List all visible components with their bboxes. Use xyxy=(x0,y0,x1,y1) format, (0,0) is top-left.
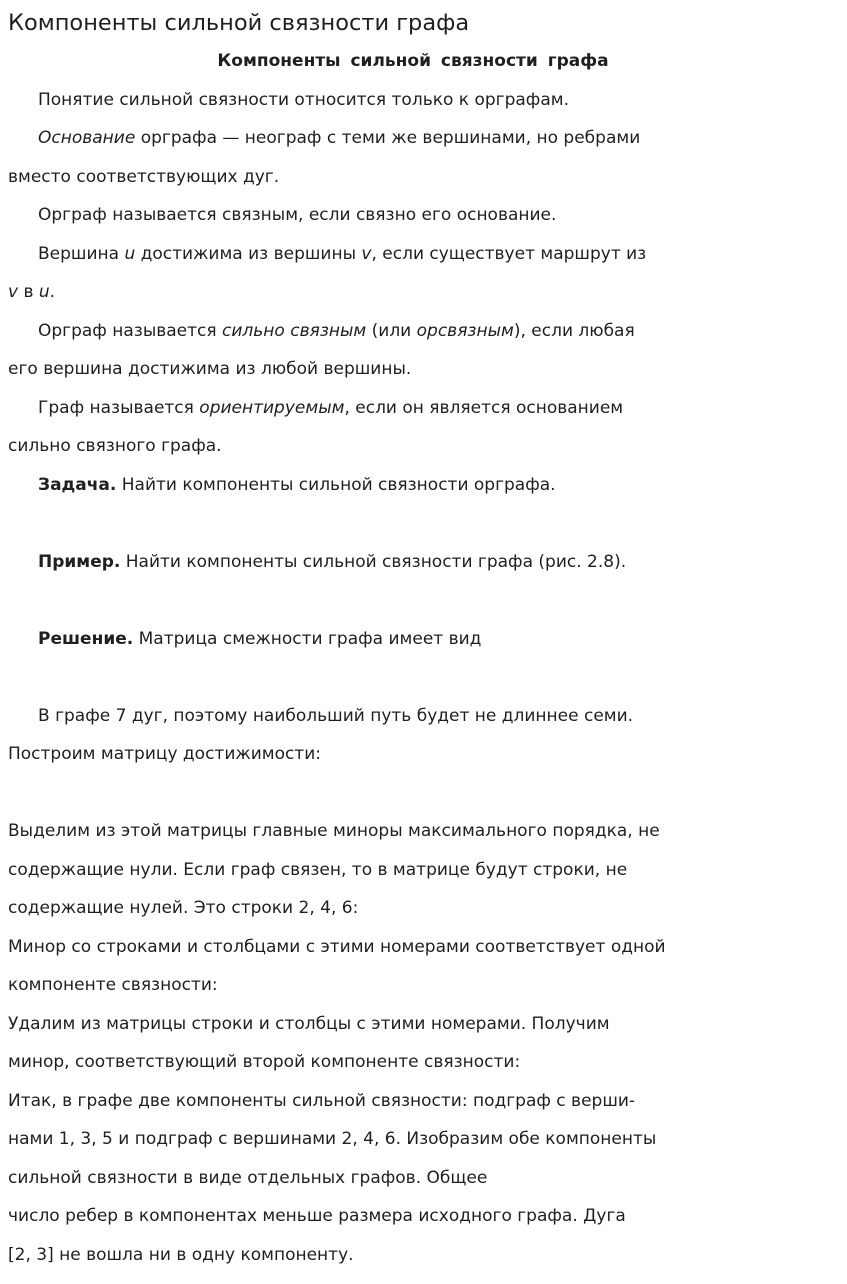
solution-paragraph xyxy=(8,620,838,659)
text-line: содержащие нулей. Это строки 2, 4, 6: xyxy=(8,898,359,918)
text: , если существует маршрут из xyxy=(371,243,647,264)
paragraph-arcs: В графе 7 дуг, поэтому наибольший путь будет не длиннее семи. xyxy=(38,705,634,726)
text: Матрица смежности графа имеет вид xyxy=(133,628,482,649)
task-paragraph xyxy=(8,466,838,505)
text-line: Удалим из матрицы строки и столбцы с этими номерами. Получим xyxy=(8,1013,610,1034)
var-v: v xyxy=(8,282,19,302)
solution-label: Решение. xyxy=(38,628,134,649)
text-line: число ребер в компонентах меньше размера исходного графа. Дуга xyxy=(8,1206,626,1226)
text-line: компоненте связности: xyxy=(8,975,218,995)
paragraph-line xyxy=(8,273,838,312)
text-line: нами 1, 3, 5 и подграф с вершинами 2, 4, 6. Изобразим обе компоненты xyxy=(8,1129,657,1149)
text: (или xyxy=(366,320,417,341)
text: Граф называется xyxy=(38,397,200,418)
text-line: Минор со строками и столбцами с этими номерами соответствует одной xyxy=(8,936,666,957)
text: Вершина xyxy=(38,243,125,264)
paragraph-definition-strong-connectivity: Понятие сильной связности относится только к орграфам. xyxy=(38,89,569,110)
example-label: Пример. xyxy=(38,551,121,572)
text-line: Итак, в графе две компоненты сильной связности: подграф с верши- xyxy=(8,1090,636,1111)
spacer xyxy=(8,504,838,543)
var-v: v xyxy=(361,243,372,264)
spacer xyxy=(8,658,838,697)
example-paragraph xyxy=(8,543,838,582)
text-line: сильной связности в виде отдельных графов. Общее xyxy=(8,1167,488,1188)
paragraph-line: его вершина достижима из любой вершины. xyxy=(8,359,412,379)
text-line: содержащие нули. Если граф связен, то в матрице будут строки, не xyxy=(8,859,628,880)
paragraph-connected-digraph: Орграф называется связным, если связно его основание. xyxy=(38,205,557,225)
term-base: Основание xyxy=(38,128,136,148)
section-heading: Компоненты сильной связности графа xyxy=(217,51,609,71)
spacer xyxy=(8,774,838,813)
text: Найти компоненты сильной связности орграфа. xyxy=(116,474,556,495)
var-u: u xyxy=(124,243,136,264)
document-body xyxy=(8,42,838,1274)
spacer xyxy=(8,581,838,620)
var-u: u xyxy=(38,282,50,302)
task-label: Задача. xyxy=(38,474,117,495)
paragraph-line: сильно связного графа. xyxy=(8,436,222,456)
text: Орграф называется xyxy=(38,320,223,341)
paragraph-reachability xyxy=(8,235,838,274)
term-orconnected: орсвязным xyxy=(416,320,514,341)
text: достижима из вершины xyxy=(135,243,362,264)
term-orientable: ориентируемым xyxy=(199,397,345,418)
text-line: [2, 3] не вошла ни в одну компоненту. xyxy=(8,1244,354,1265)
page-title: Компоненты сильной связности графа xyxy=(8,10,470,36)
term-strongly-connected: сильно связным xyxy=(222,320,367,341)
text: в xyxy=(18,282,39,302)
text: ), если любая xyxy=(513,320,635,341)
text: орграфа — неограф с теми же вершинами, но ребрами xyxy=(135,128,641,148)
paragraph-line: Построим матрицу достижимости: xyxy=(8,744,321,764)
paragraph-base-definition xyxy=(8,119,838,158)
paragraph-line: вместо соответствующих дуг. xyxy=(8,166,280,187)
text-line: минор, соответствующий второй компоненте связности: xyxy=(8,1052,521,1072)
text: , если он является основанием xyxy=(344,397,624,418)
text: Найти компоненты сильной связности графа (рис. 2.8). xyxy=(120,551,627,572)
text: . xyxy=(49,282,56,302)
paragraph-strongly-connected xyxy=(8,312,838,351)
paragraph-orientable xyxy=(8,389,838,428)
text-line: Выделим из этой матрицы главные миноры максимального порядка, не xyxy=(8,821,660,841)
